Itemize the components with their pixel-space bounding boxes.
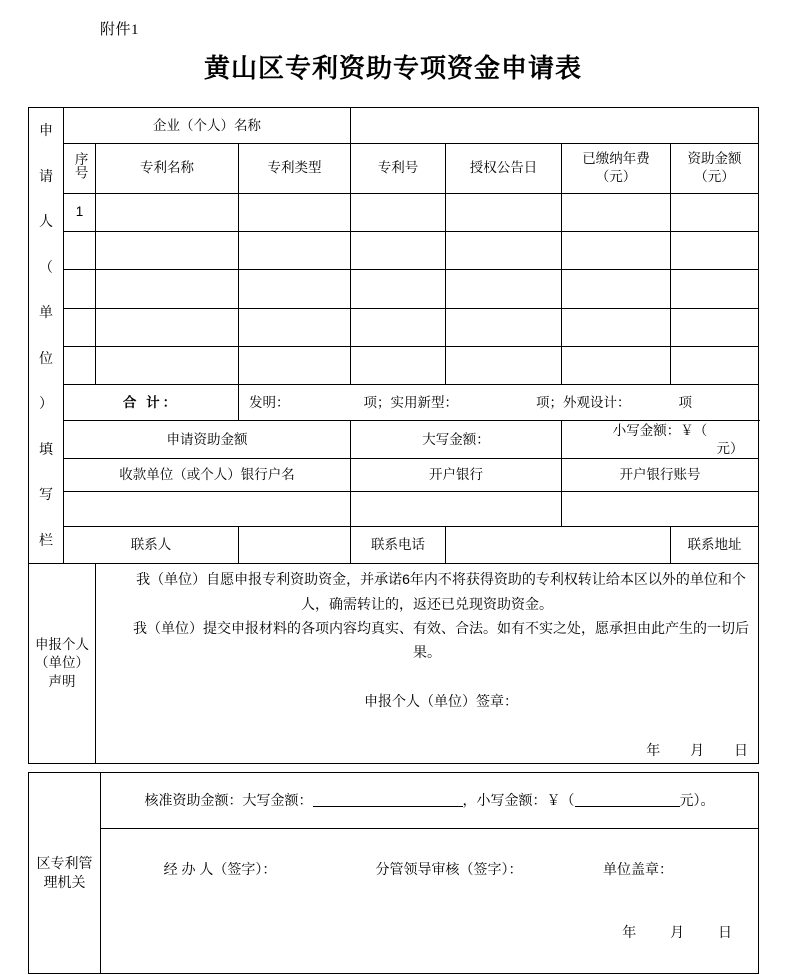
total-invention-label: 发明： [249,394,290,410]
bank-name-input[interactable] [351,492,562,526]
col-header-subsidy-amount-line2: （元） [694,169,735,185]
total-design-unit: 项 [678,394,692,410]
col-header-subsidy-amount [671,144,759,193]
cell-seq [64,346,96,384]
apply-amount-label: 申请资助金额 [64,421,351,459]
authority-label: 区专利管理机关 [29,773,101,974]
total-row [29,385,759,421]
cell-seq [64,308,96,346]
declaration-paragraph-1: 我（单位）自愿申报专利资助资金，并承诺6年内不将获得资助的专利权转让给本区以外的单位和个人，确需转让的，返还已兑现资助资金。 [136,571,746,612]
unit-seal-label[interactable]: 单位盖章： [603,861,673,878]
patent-table-header-row [29,144,759,193]
declaration-date-day: 日 [734,741,748,758]
vlabel-char-5: 位 [39,349,53,366]
approved-amount-lowercase-blank[interactable] [575,791,680,807]
cell-patent-type[interactable] [239,308,351,346]
authority-signature-content [101,829,759,974]
contact-phone-label: 联系电话 [351,526,446,563]
declaration-row [29,564,759,764]
entity-name-label: 企业（个人）名称 [64,108,351,144]
cell-grant-date[interactable] [446,308,562,346]
col-header-subsidy-amount-line1: 资助金额 [687,151,742,167]
authority-date-month: 月 [670,924,685,940]
cell-patent-type[interactable] [239,270,351,308]
cell-subsidy-amount[interactable] [671,270,759,308]
cell-grant-date[interactable] [446,193,562,231]
contact-person-input[interactable] [239,526,351,563]
apply-amount-uppercase[interactable]: 大写金额： [351,421,562,459]
approved-amount-prefix: 核准资助金额： [144,792,243,809]
approved-amount-middle: ，小写金额：￥（ [462,792,575,809]
cell-patent-name[interactable] [96,346,239,384]
col-header-patent-name: 专利名称 [96,144,239,193]
contact-address-label: 联系地址 [671,526,759,563]
authority-date-year: 年 [622,924,637,940]
cell-subsidy-amount[interactable] [671,346,759,384]
col-header-seq-text: 序号 [72,152,88,180]
vlabel-char-4: 单 [39,304,53,321]
contact-person-label: 联系人 [64,526,239,563]
authority-signature-fields [105,860,754,879]
col-header-paid-fee [562,144,671,193]
authority-date [105,923,754,942]
table-row [29,270,759,308]
page-title: 黄山区专利资助专项资金申请表 [203,53,582,83]
col-header-paid-fee-line1: 已缴纳年费 [582,151,650,167]
approved-amount-uppercase-label: 大写金额： [242,792,313,809]
declaration-paragraph-2: 我（单位）提交申报材料的各项内容均真实、有效、合法。如有不实之处，愿承担由此产生的一切后果。 [133,619,749,660]
col-header-seq [64,144,96,193]
approved-amount-uppercase-blank[interactable] [313,791,463,807]
cell-patent-number[interactable] [351,270,446,308]
cell-seq [64,270,96,308]
col-header-grant-date: 授权公告日 [446,144,562,193]
cell-patent-type[interactable] [239,231,351,269]
cell-patent-type[interactable] [239,346,351,384]
table-row [29,346,759,384]
cell-grant-date[interactable] [446,270,562,308]
vlabel-char-7: 填 [39,440,53,457]
cell-paid-fee[interactable] [562,231,671,269]
cell-patent-name[interactable] [96,193,239,231]
cell-patent-number[interactable] [351,193,446,231]
contact-phone-input[interactable] [446,526,671,563]
cell-paid-fee[interactable] [562,346,671,384]
applicant-section-table [28,107,759,764]
bank-header-row [29,459,759,492]
handler-signature-label[interactable]: 经 办 人（签字）： [163,861,277,878]
cell-patent-number[interactable] [351,231,446,269]
total-invention-unit: 项；实用新型： [363,394,458,410]
vlabel-char-6: ） [39,395,53,412]
col-header-patent-type: 专利类型 [239,144,351,193]
table-row [29,193,759,231]
cell-grant-date[interactable] [446,231,562,269]
apply-amount-lowercase-suffix: 元） [716,440,744,456]
col-header-paid-fee-line2: （元） [595,169,637,185]
contact-row [29,526,759,563]
bank-name-label: 开户银行 [351,459,562,492]
declaration-label: 申报个人（单位）声明 [29,564,96,764]
cell-subsidy-amount[interactable] [671,193,759,231]
bank-account-name-input[interactable] [64,492,351,526]
cell-grant-date[interactable] [446,346,562,384]
vlabel-char-9: 栏 [39,531,53,548]
table-row [29,231,759,269]
cell-paid-fee[interactable] [562,270,671,308]
total-breakdown [239,385,759,421]
bank-value-row [29,492,759,526]
leader-review-label[interactable]: 分管领导审核（签字）： [375,861,523,878]
attachment-number: 附件1 [100,22,140,38]
table-row [29,308,759,346]
entity-name-input[interactable] [351,108,759,144]
cell-subsidy-amount[interactable] [671,231,759,269]
authority-signature-row [29,829,759,974]
approved-amount-row [29,773,759,829]
vlabel-char-0: 申 [39,122,53,139]
bank-account-no-label: 开户银行账号 [562,459,759,492]
cell-paid-fee[interactable] [562,193,671,231]
cell-seq [64,231,96,269]
cell-patent-number[interactable] [351,346,446,384]
applicant-vertical-label [29,108,64,564]
cell-patent-name[interactable] [96,270,239,308]
apply-amount-row [29,421,759,459]
apply-amount-lowercase-prefix: 小写金额：￥（ [612,422,708,438]
cell-paid-fee[interactable] [562,308,671,346]
approved-amount-content[interactable] [101,773,759,829]
vlabel-char-2: 人 [39,213,53,230]
cell-subsidy-amount[interactable] [671,308,759,346]
declaration-date-month: 月 [690,741,705,758]
vlabel-char-3: （ [39,258,53,275]
apply-amount-lowercase[interactable] [562,421,759,459]
declaration-signature-label[interactable]: 申报个人（单位）签章： [364,692,518,709]
declaration-date [100,741,754,760]
cell-patent-name[interactable] [96,308,239,346]
col-header-patent-number: 专利号 [351,144,446,193]
declaration-content [96,564,759,764]
vlabel-char-1: 请 [39,167,53,184]
cell-patent-name[interactable] [96,231,239,269]
cell-patent-number[interactable] [351,308,446,346]
authority-date-day: 日 [718,924,732,940]
bank-account-no-input[interactable] [562,492,759,526]
cell-patent-type[interactable] [239,193,351,231]
total-utility-unit: 项；外观设计： [536,394,631,410]
approved-amount-suffix: 元）。 [679,792,715,809]
authority-section-table [28,772,759,974]
total-label: 合 计： [64,385,239,421]
entity-name-row [29,108,759,144]
vlabel-char-8: 写 [39,486,53,503]
cell-seq: 1 [64,193,96,231]
bank-account-name-label: 收款单位（或个人）银行户名 [64,459,351,492]
declaration-date-year: 年 [646,741,661,758]
